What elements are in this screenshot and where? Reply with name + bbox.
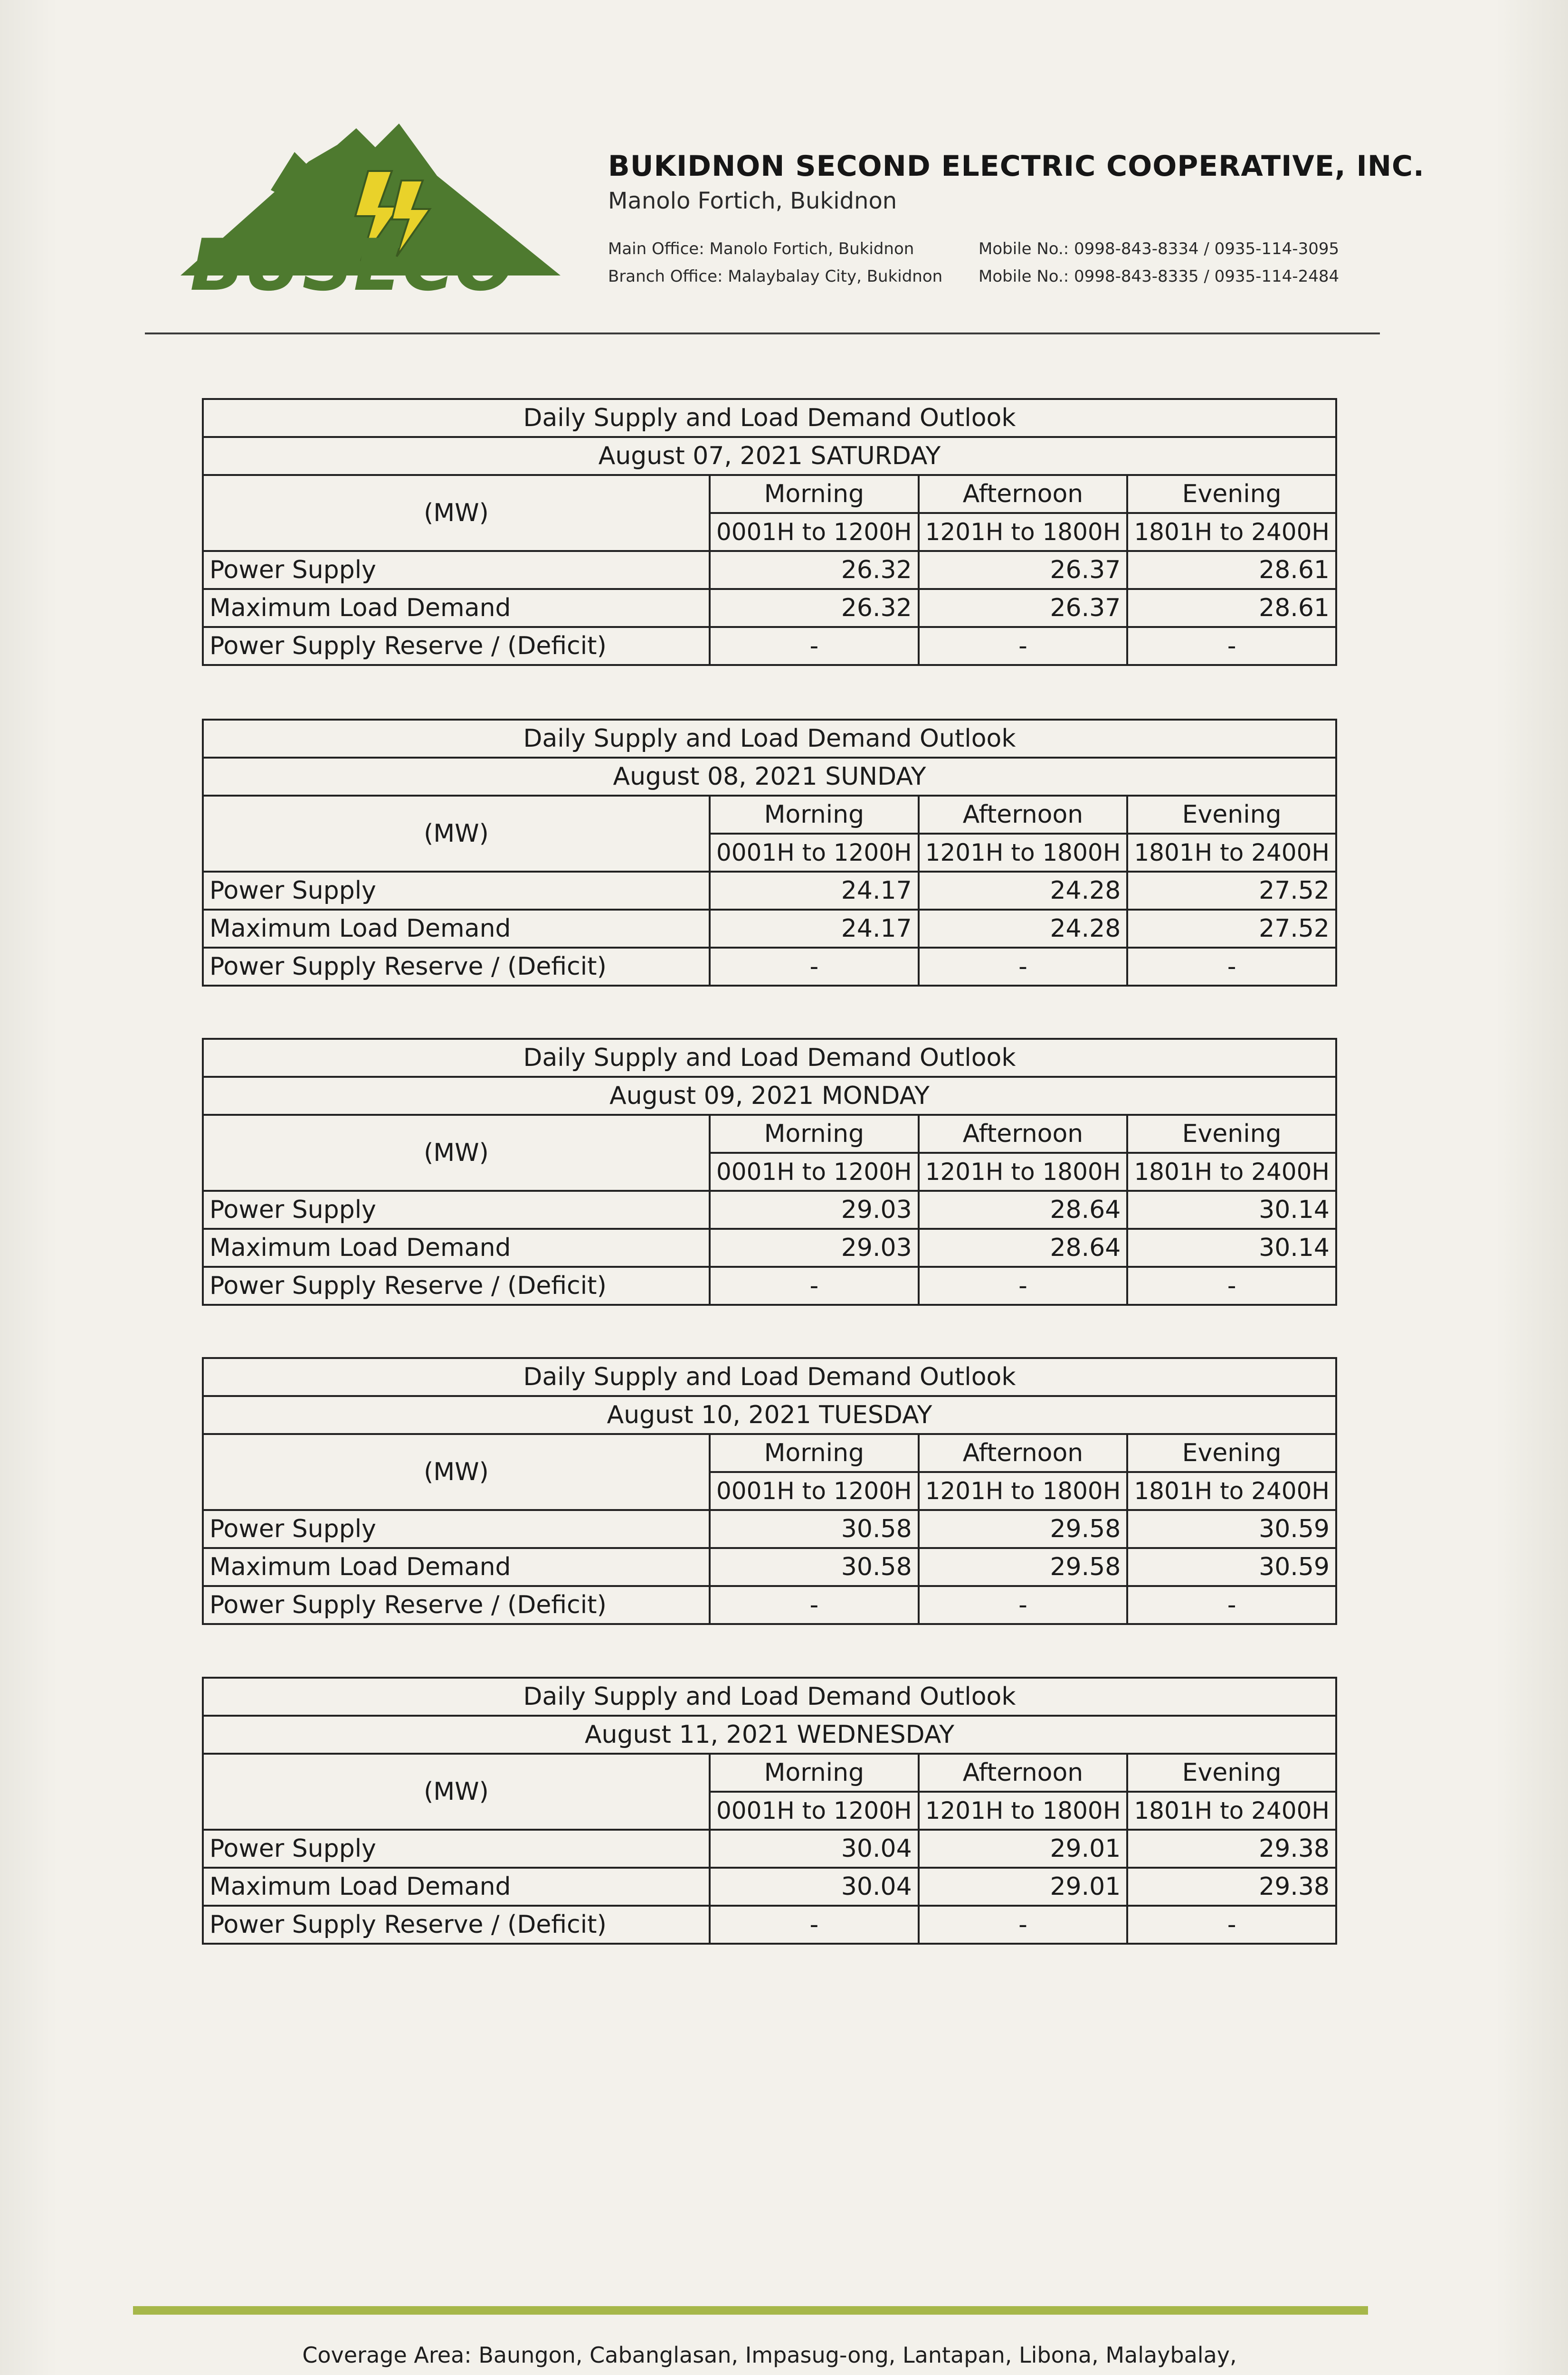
value-morning: 24.17 [710, 872, 919, 910]
coverage-area [143, 2337, 1397, 2375]
unit-label: (MW) [203, 1754, 710, 1830]
value-evening: 30.59 [1127, 1548, 1336, 1586]
table-row [203, 1510, 1336, 1548]
range-morning: 0001H to 1200H [710, 1153, 919, 1191]
value-morning: 29.03 [710, 1191, 919, 1229]
table-row [203, 948, 1336, 986]
range-evening: 1801H to 2400H [1127, 1472, 1336, 1510]
value-evening: - [1127, 1267, 1336, 1305]
range-evening: 1801H to 2400H [1127, 834, 1336, 872]
header-divider [145, 332, 1380, 334]
row-label: Maximum Load Demand [203, 1868, 710, 1906]
value-evening: 27.52 [1127, 872, 1336, 910]
period-afternoon: Afternoon [919, 1434, 1128, 1472]
outlook-table-aug-10 [202, 1357, 1337, 1625]
value-afternoon: - [919, 627, 1128, 665]
value-morning: - [710, 948, 919, 986]
letterhead [143, 109, 1425, 309]
value-evening: 29.38 [1127, 1830, 1336, 1868]
range-evening: 1801H to 2400H [1127, 513, 1336, 551]
value-morning: 26.32 [710, 589, 919, 627]
range-evening: 1801H to 2400H [1127, 1792, 1336, 1830]
table-row [203, 1191, 1336, 1229]
outlook-table-aug-08 [202, 719, 1337, 987]
value-afternoon: 24.28 [919, 910, 1128, 948]
period-evening: Evening [1127, 1754, 1336, 1792]
period-morning: Morning [710, 475, 919, 513]
value-morning: - [710, 1586, 919, 1624]
value-afternoon: 29.01 [919, 1868, 1128, 1906]
value-morning: - [710, 1267, 919, 1305]
unit-label: (MW) [203, 1434, 710, 1510]
range-afternoon: 1201H to 1800H [919, 1153, 1128, 1191]
table-row [203, 910, 1336, 948]
branch-office-row [608, 263, 1439, 290]
row-label: Power Supply [203, 1191, 710, 1229]
outlook-table-aug-07 [202, 398, 1337, 666]
row-label: Power Supply [203, 1830, 710, 1868]
range-afternoon: 1201H to 1800H [919, 513, 1128, 551]
unit-label: (MW) [203, 475, 710, 551]
period-afternoon: Afternoon [919, 475, 1128, 513]
table-date: August 09, 2021 MONDAY [203, 1077, 1336, 1115]
table-title: Daily Supply and Load Demand Outlook [203, 1039, 1336, 1077]
logo-wordmark: BUSECO [190, 224, 515, 299]
table-row [203, 1830, 1336, 1868]
value-morning: 30.04 [710, 1830, 919, 1868]
row-label: Power Supply [203, 1510, 710, 1548]
value-morning: 30.04 [710, 1868, 919, 1906]
value-evening: 30.14 [1127, 1191, 1336, 1229]
table-row [203, 1868, 1336, 1906]
period-evening: Evening [1127, 796, 1336, 834]
table-date: August 07, 2021 SATURDAY [203, 437, 1336, 475]
buseco-logo [152, 119, 580, 299]
office-contacts [608, 235, 1439, 290]
period-morning: Morning [710, 1434, 919, 1472]
value-evening: - [1127, 627, 1336, 665]
range-afternoon: 1201H to 1800H [919, 1792, 1128, 1830]
period-morning: Morning [710, 796, 919, 834]
organization-name: BUKIDNON SECOND ELECTRIC COOPERATIVE, INC. [608, 150, 1425, 183]
value-morning: 30.58 [710, 1510, 919, 1548]
value-evening: - [1127, 948, 1336, 986]
table-title: Daily Supply and Load Demand Outlook [203, 1678, 1336, 1716]
value-evening: 30.14 [1127, 1229, 1336, 1267]
row-label: Maximum Load Demand [203, 589, 710, 627]
outlook-table-aug-09 [202, 1038, 1337, 1306]
table-row [203, 551, 1336, 589]
table-row [203, 1267, 1336, 1305]
table-row [203, 589, 1336, 627]
branch-office-address: Branch Office: Malaybalay City, Bukidnon [608, 267, 943, 286]
coverage-line-1: Coverage Area: Baungon, Cabanglasan, Impasug-ong, Lantapan, Libona, Malaybalay, [302, 2342, 1237, 2368]
value-morning: - [710, 627, 919, 665]
table-row [203, 1906, 1336, 1944]
value-afternoon: - [919, 1906, 1128, 1944]
range-evening: 1801H to 2400H [1127, 1153, 1336, 1191]
table-date: August 11, 2021 WEDNESDAY [203, 1716, 1336, 1754]
period-evening: Evening [1127, 475, 1336, 513]
range-afternoon: 1201H to 1800H [919, 1472, 1128, 1510]
value-evening: - [1127, 1906, 1336, 1944]
table-date: August 10, 2021 TUESDAY [203, 1396, 1336, 1434]
value-afternoon: 28.64 [919, 1191, 1128, 1229]
table-title: Daily Supply and Load Demand Outlook [203, 1358, 1336, 1396]
value-evening: 27.52 [1127, 910, 1336, 948]
table-row [203, 627, 1336, 665]
period-afternoon: Afternoon [919, 1115, 1128, 1153]
unit-label: (MW) [203, 796, 710, 872]
row-label: Power Supply Reserve / (Deficit) [203, 1906, 710, 1944]
period-afternoon: Afternoon [919, 1754, 1128, 1792]
row-label: Power Supply Reserve / (Deficit) [203, 1267, 710, 1305]
organization-town: Manolo Fortich, Bukidnon [608, 188, 897, 214]
value-afternoon: 29.01 [919, 1830, 1128, 1868]
unit-label: (MW) [203, 1115, 710, 1191]
value-evening: 28.61 [1127, 551, 1336, 589]
coverage-line-2 [143, 2373, 1397, 2375]
value-afternoon: 29.58 [919, 1548, 1128, 1586]
table-title: Daily Supply and Load Demand Outlook [203, 399, 1336, 437]
value-afternoon: 28.64 [919, 1229, 1128, 1267]
value-evening: 29.38 [1127, 1868, 1336, 1906]
table-row [203, 1548, 1336, 1586]
table-row [203, 872, 1336, 910]
row-label: Power Supply Reserve / (Deficit) [203, 1586, 710, 1624]
period-afternoon: Afternoon [919, 796, 1128, 834]
range-morning: 0001H to 1200H [710, 1472, 919, 1510]
value-evening: 28.61 [1127, 589, 1336, 627]
value-evening: - [1127, 1586, 1336, 1624]
table-row [203, 1229, 1336, 1267]
value-afternoon: 26.37 [919, 551, 1128, 589]
row-label: Maximum Load Demand [203, 1548, 710, 1586]
table-row [203, 1586, 1336, 1624]
main-office-address: Main Office: Manolo Fortich, Bukidnon [608, 239, 914, 258]
outlook-table-aug-11 [202, 1677, 1337, 1945]
table-title: Daily Supply and Load Demand Outlook [203, 720, 1336, 758]
value-afternoon: - [919, 1586, 1128, 1624]
footer-divider [133, 2306, 1368, 2315]
value-afternoon: 29.58 [919, 1510, 1128, 1548]
row-label: Power Supply [203, 551, 710, 589]
main-office-row [608, 235, 1439, 263]
value-evening: 30.59 [1127, 1510, 1336, 1548]
value-morning: 29.03 [710, 1229, 919, 1267]
row-label: Maximum Load Demand [203, 910, 710, 948]
row-label: Power Supply [203, 872, 710, 910]
value-afternoon: - [919, 948, 1128, 986]
value-afternoon: 24.28 [919, 872, 1128, 910]
period-evening: Evening [1127, 1115, 1336, 1153]
period-morning: Morning [710, 1754, 919, 1792]
organization-info [608, 150, 1439, 214]
main-office-mobile: Mobile No.: 0998-843-8334 / 0935-114-3095 [979, 239, 1340, 258]
period-evening: Evening [1127, 1434, 1336, 1472]
value-morning: 30.58 [710, 1548, 919, 1586]
row-label: Maximum Load Demand [203, 1229, 710, 1267]
value-morning: 26.32 [710, 551, 919, 589]
period-morning: Morning [710, 1115, 919, 1153]
range-morning: 0001H to 1200H [710, 834, 919, 872]
range-morning: 0001H to 1200H [710, 513, 919, 551]
value-afternoon: - [919, 1267, 1128, 1305]
row-label: Power Supply Reserve / (Deficit) [203, 627, 710, 665]
row-label: Power Supply Reserve / (Deficit) [203, 948, 710, 986]
table-date: August 08, 2021 SUNDAY [203, 758, 1336, 796]
branch-office-mobile: Mobile No.: 0998-843-8335 / 0935-114-2484 [979, 267, 1340, 286]
range-afternoon: 1201H to 1800H [919, 834, 1128, 872]
range-morning: 0001H to 1200H [710, 1792, 919, 1830]
value-morning: - [710, 1906, 919, 1944]
value-afternoon: 26.37 [919, 589, 1128, 627]
value-morning: 24.17 [710, 910, 919, 948]
